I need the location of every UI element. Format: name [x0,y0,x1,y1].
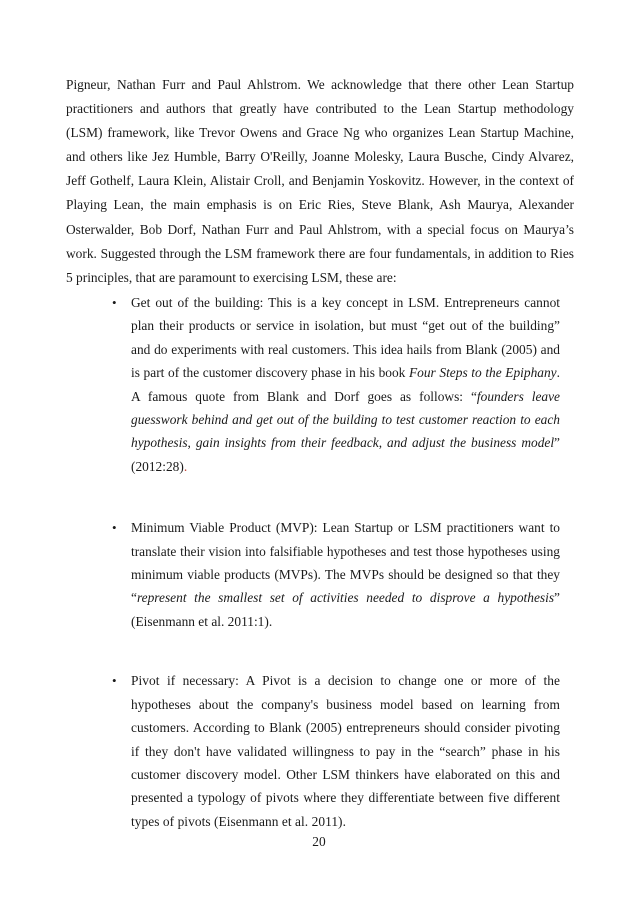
bullet-text: Minimum Viable Product (MVP): Lean Startup or LSM practitioners want to translate their vision into falsifiable hypotheses and test those hypotheses using minimum viable products (MVPs). The MVPs should be designed so that they “ [131,520,560,606]
quote-text: represent the smallest set of activities needed to disprove a hypothesis [136,590,555,606]
bullet-icon: • [112,295,117,310]
quote-text: founders leave guesswork behind and get out of the building to test customer reaction to each hypothesis [131,388,560,451]
quote-text: and adjust the business model [387,435,555,451]
fundamentals-list [112,291,560,833]
book-title: Four Steps to the Epiphany [408,365,557,381]
bullet-icon: • [112,520,117,536]
citation: ” (2012:28) [131,435,560,474]
list-item-get-out-of-building [112,291,560,478]
page-number: 20 [312,834,326,849]
bullet-icon: • [112,673,117,689]
separator: , [378,435,388,451]
trailing-period: . [183,458,188,474]
bullet-text: Get out of the building: This is a key concept in LSM. Entrepreneurs cannot plan their products or service in isolation, but must “get out of the building” and do experiments with real customers. This idea hails from Blank (2005) and is part of the customer discovery phase in his book [131,295,560,381]
intro-paragraph: Pigneur, Nathan Furr and Paul Ahlstrom. We acknowledge that there other Lean Startup practitioners and authors that greatly have contributed to the Lean Startup methodology (LSM) framework, like Trevor Owens and Grace Ng who organizes Lean Startup Machine, and others like Jez Humble, Barry O'Reilly, Joanne Molesky, Laura Busche, Cindy Alvarez, Jeff Gothelf, Laura Klein, Alistair Croll, and Benjamin Yoskovitz. However, in the context of Playing Lean, the main emphasis is on Eric Ries, Steve Blank, Ash Maurya, Alexander Osterwalder, Bob Dorf, Nathan Furr and Paul Ahlstrom, with a special focus on Maurya’s work. Suggested through the LSM framework there are four fundamentals, in addition to Ries 5 principles, that are paramount to exercising LSM, these are: [66,77,574,285]
bullet-text: . A famous quote from Blank and Dorf goes as follows: “ [131,365,560,404]
citation: ” (Eisenmann et al. 2011:1). [131,590,560,629]
list-item-mvp [112,516,560,633]
quote-text: gain insights from their feedback [195,435,379,451]
separator: , [187,435,196,451]
list-item-pivot [112,669,560,833]
bullet-text: Pivot if necessary: A Pivot is a decision to change one or more of the hypotheses about the company's business model based on learning from customers. According to Blank (2005) entrepreneurs should consider pivoting if they don't have validated willingness to pay in the “search” phase in his customer discovery model. Other LSM thinkers have elaborated on this and presented a typology of pivots where they differentiate between five different types of pivots (Eisenmann et al. 2011). [131,673,560,829]
